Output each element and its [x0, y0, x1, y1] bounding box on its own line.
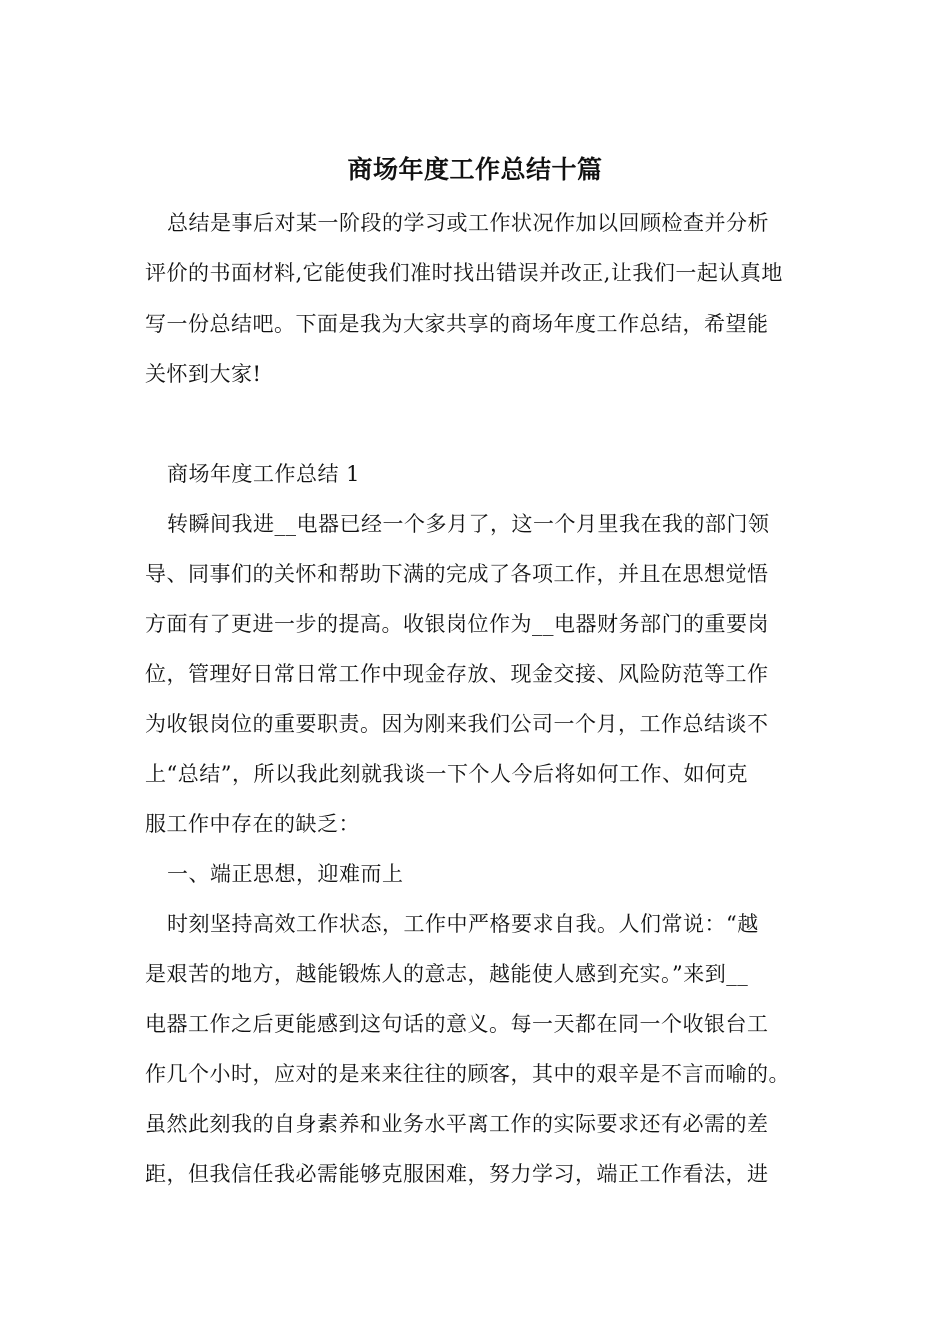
body-line-2: 导、同事们的关怀和帮助下满的完成了各项工作，并且在思想觉悟: [145, 562, 769, 586]
subheading-one: 一、端正思想，迎难而上: [167, 862, 404, 886]
body-line-5: 为收银岗位的重要职责。因为刚来我们公司一个月，工作总结谈不: [145, 712, 769, 736]
intro-line-3: 写一份总结吧。下面是我为大家共享的商场年度工作总结，希望能: [145, 312, 769, 336]
intro-line-1: 总结是事后对某一阶段的学习或工作状况作加以回顾检查并分析: [167, 211, 769, 235]
body-line-6: 上“总结”，所以我此刻就我谈一下个人今后将如何工作、如何克: [145, 762, 748, 786]
section-heading: 商场年度工作总结 1: [167, 462, 361, 486]
body-line-13: 距，但我信任我必需能够克服困难，努力学习，端正工作看法，进: [145, 1162, 769, 1186]
body-line-9: 是艰苦的地方，越能锻炼人的意志，越能使人感到充实。”来到__: [145, 962, 749, 986]
body-line-7: 服工作中存在的缺乏：: [145, 812, 360, 836]
body-line-4: 位，管理好日常日常工作中现金存放、现金交接、风险防范等工作: [145, 662, 769, 686]
intro-line-2: 评价的书面材料,它能使我们准时找出错误并改正,让我们一起认真地: [145, 261, 783, 285]
body-line-8: 时刻坚持高效工作状态，工作中严格要求自我。人们常说：“越: [167, 912, 759, 936]
document-title: 商场年度工作总结十篇: [347, 155, 603, 184]
intro-line-4: 关怀到大家!: [145, 362, 262, 386]
body-line-3: 方面有了更进一步的提高。收银岗位作为__电器财务部门的重要岗: [145, 612, 769, 636]
body-line-1: 转瞬间我进__电器已经一个多月了，这一个月里我在我的部门领: [167, 512, 770, 536]
body-line-12: 虽然此刻我的自身素养和业务水平离工作的实际要求还有必需的差: [145, 1112, 769, 1136]
body-line-10: 电器工作之后更能感到这句话的意义。每一天都在同一个收银台工: [145, 1012, 769, 1036]
body-line-11: 作几个小时，应对的是来来往往的顾客，其中的艰辛是不言而喻的。: [145, 1062, 790, 1086]
